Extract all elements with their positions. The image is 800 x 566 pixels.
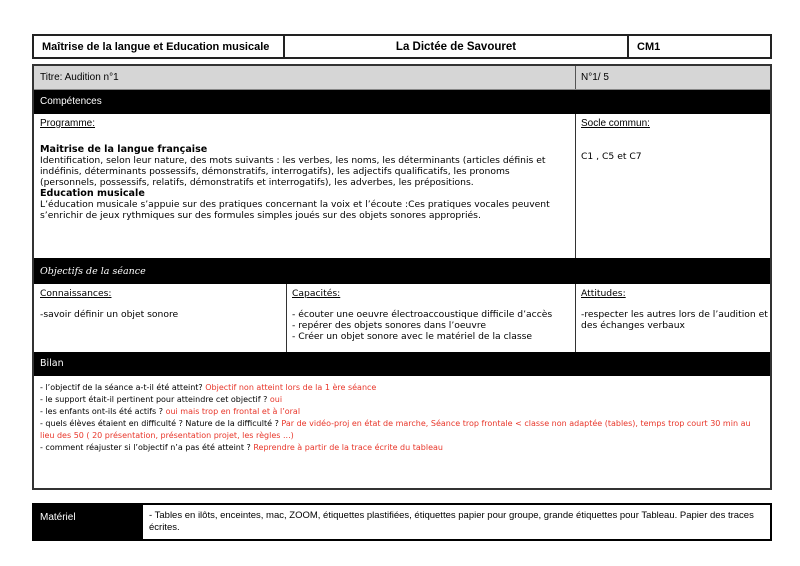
langue-heading: Maitrise de la langue française bbox=[40, 144, 208, 155]
session-title-row bbox=[34, 66, 770, 90]
session-number: N°1/ 5 bbox=[581, 72, 609, 83]
bilan-answer: oui bbox=[269, 395, 283, 404]
connaissances-cell bbox=[40, 288, 280, 320]
connaissances-label: Connaissances: bbox=[40, 288, 112, 299]
bilan-question: - comment réajuster si l’objectif n’a pas été atteint ? bbox=[40, 443, 254, 452]
programme-cell bbox=[40, 118, 568, 221]
bilan-question: - l’objectif de la séance a-t-il été atteint? bbox=[40, 383, 206, 392]
lesson-title-cell bbox=[283, 34, 629, 59]
objectifs-label: Objectifs de la séance bbox=[40, 266, 146, 277]
lesson-title: La Dictée de Savouret bbox=[395, 40, 517, 53]
materiel-text: - Tables en ilôts, enceintes, mac, ZOOM, étiquettes plastifiées, étiquettes papier pour groupe, grande étiquettes pour Tableau. Papier des traces écrites. bbox=[149, 510, 754, 533]
bilan-body bbox=[34, 376, 770, 490]
level-cell bbox=[627, 34, 772, 59]
competences-header bbox=[34, 90, 770, 114]
competences-label: Compétences bbox=[40, 96, 102, 107]
subject-cell bbox=[32, 34, 285, 59]
bilan-list bbox=[40, 382, 764, 454]
programme-row bbox=[34, 114, 770, 260]
level-label: CM1 bbox=[637, 40, 661, 53]
bilan-item bbox=[40, 406, 764, 418]
materiel-row bbox=[32, 503, 772, 541]
bilan-question: - le support était-il pertinent pour atteindre cet objectif ? bbox=[40, 395, 270, 404]
materiel-label: Matériel bbox=[40, 512, 76, 523]
bilan-question: - les enfants ont-ils été actifs ? bbox=[40, 407, 166, 416]
socle-label: Socle commun: bbox=[581, 118, 650, 129]
bilan-answer: Par de vidéo-proj en état de marche, Séance trop frontale < classe non adaptée (tables), temps trop court 30 min au lieu des 50 ( 20 présentation, présentation projet, les règles ...) bbox=[40, 419, 751, 440]
bilan-item bbox=[40, 382, 764, 394]
capacites-item: - écouter une oeuvre électroaccoustique difficile d’accès bbox=[292, 309, 553, 320]
capacites-cell bbox=[292, 288, 572, 342]
musique-heading: Education musicale bbox=[40, 188, 145, 199]
attitudes-cell bbox=[581, 288, 769, 331]
capacites-item: - repérer des objets sonores dans l’oeuvre bbox=[292, 320, 487, 331]
programme-label: Programme: bbox=[40, 118, 96, 129]
session-title: Titre: Audition n°1 bbox=[40, 72, 119, 83]
bilan-answer: Objectif non atteint lors de la 1 ère séance bbox=[205, 383, 377, 392]
socle-value: C1 , C5 et C7 bbox=[581, 151, 642, 162]
subject-label: Maîtrise de la langue et Education musicale bbox=[42, 40, 270, 53]
materiel-label-cell bbox=[34, 505, 143, 539]
musique-text: L’éducation musicale s’appuie sur des pratiques concernant la voix et l’écoute :Ces pratiques vocales peuvent s’enrichir de jeux rythmiques sur des formules simples joués sur des objets sonores appropriés. bbox=[40, 199, 550, 221]
bilan-item bbox=[40, 442, 764, 454]
bilan-item bbox=[40, 418, 764, 442]
socle-cell bbox=[581, 118, 766, 162]
attitudes-label: Attitudes: bbox=[581, 288, 626, 299]
attitudes-item: -respecter les autres lors de l’audition et des échanges verbaux bbox=[581, 309, 768, 331]
capacites-label: Capacités: bbox=[292, 288, 341, 299]
langue-text: Identification, selon leur nature, des mots suivants : les verbes, les noms, les déterminants (articles définis et indéfinis, déterminants possessifs, démonstratifs, interrogatifs), les adjectifs qualificatifs, les pronoms (personnels, possessifs, relatifs, démonstratifs et interrogatifs), les adverbes, les prépositions. bbox=[40, 155, 546, 188]
lesson-plan-table bbox=[32, 64, 772, 490]
connaissances-item: -savoir définir un objet sonore bbox=[40, 309, 179, 320]
bilan-item bbox=[40, 394, 764, 406]
bilan-label: Bilan bbox=[40, 358, 64, 369]
bilan-answer: Reprendre à partir de la trace écrite du tableau bbox=[253, 443, 443, 452]
bilan-question: - quels élèves étaient en difficulté ? Nature de la difficulté ? bbox=[40, 419, 282, 428]
bilan-header bbox=[34, 352, 770, 376]
capacites-item: - Créer un objet sonore avec le matériel de la classe bbox=[292, 331, 533, 342]
objectifs-header bbox=[34, 260, 770, 284]
bilan-answer: oui mais trop en frontal et à l’oral bbox=[165, 407, 301, 416]
objectifs-row bbox=[34, 284, 770, 352]
